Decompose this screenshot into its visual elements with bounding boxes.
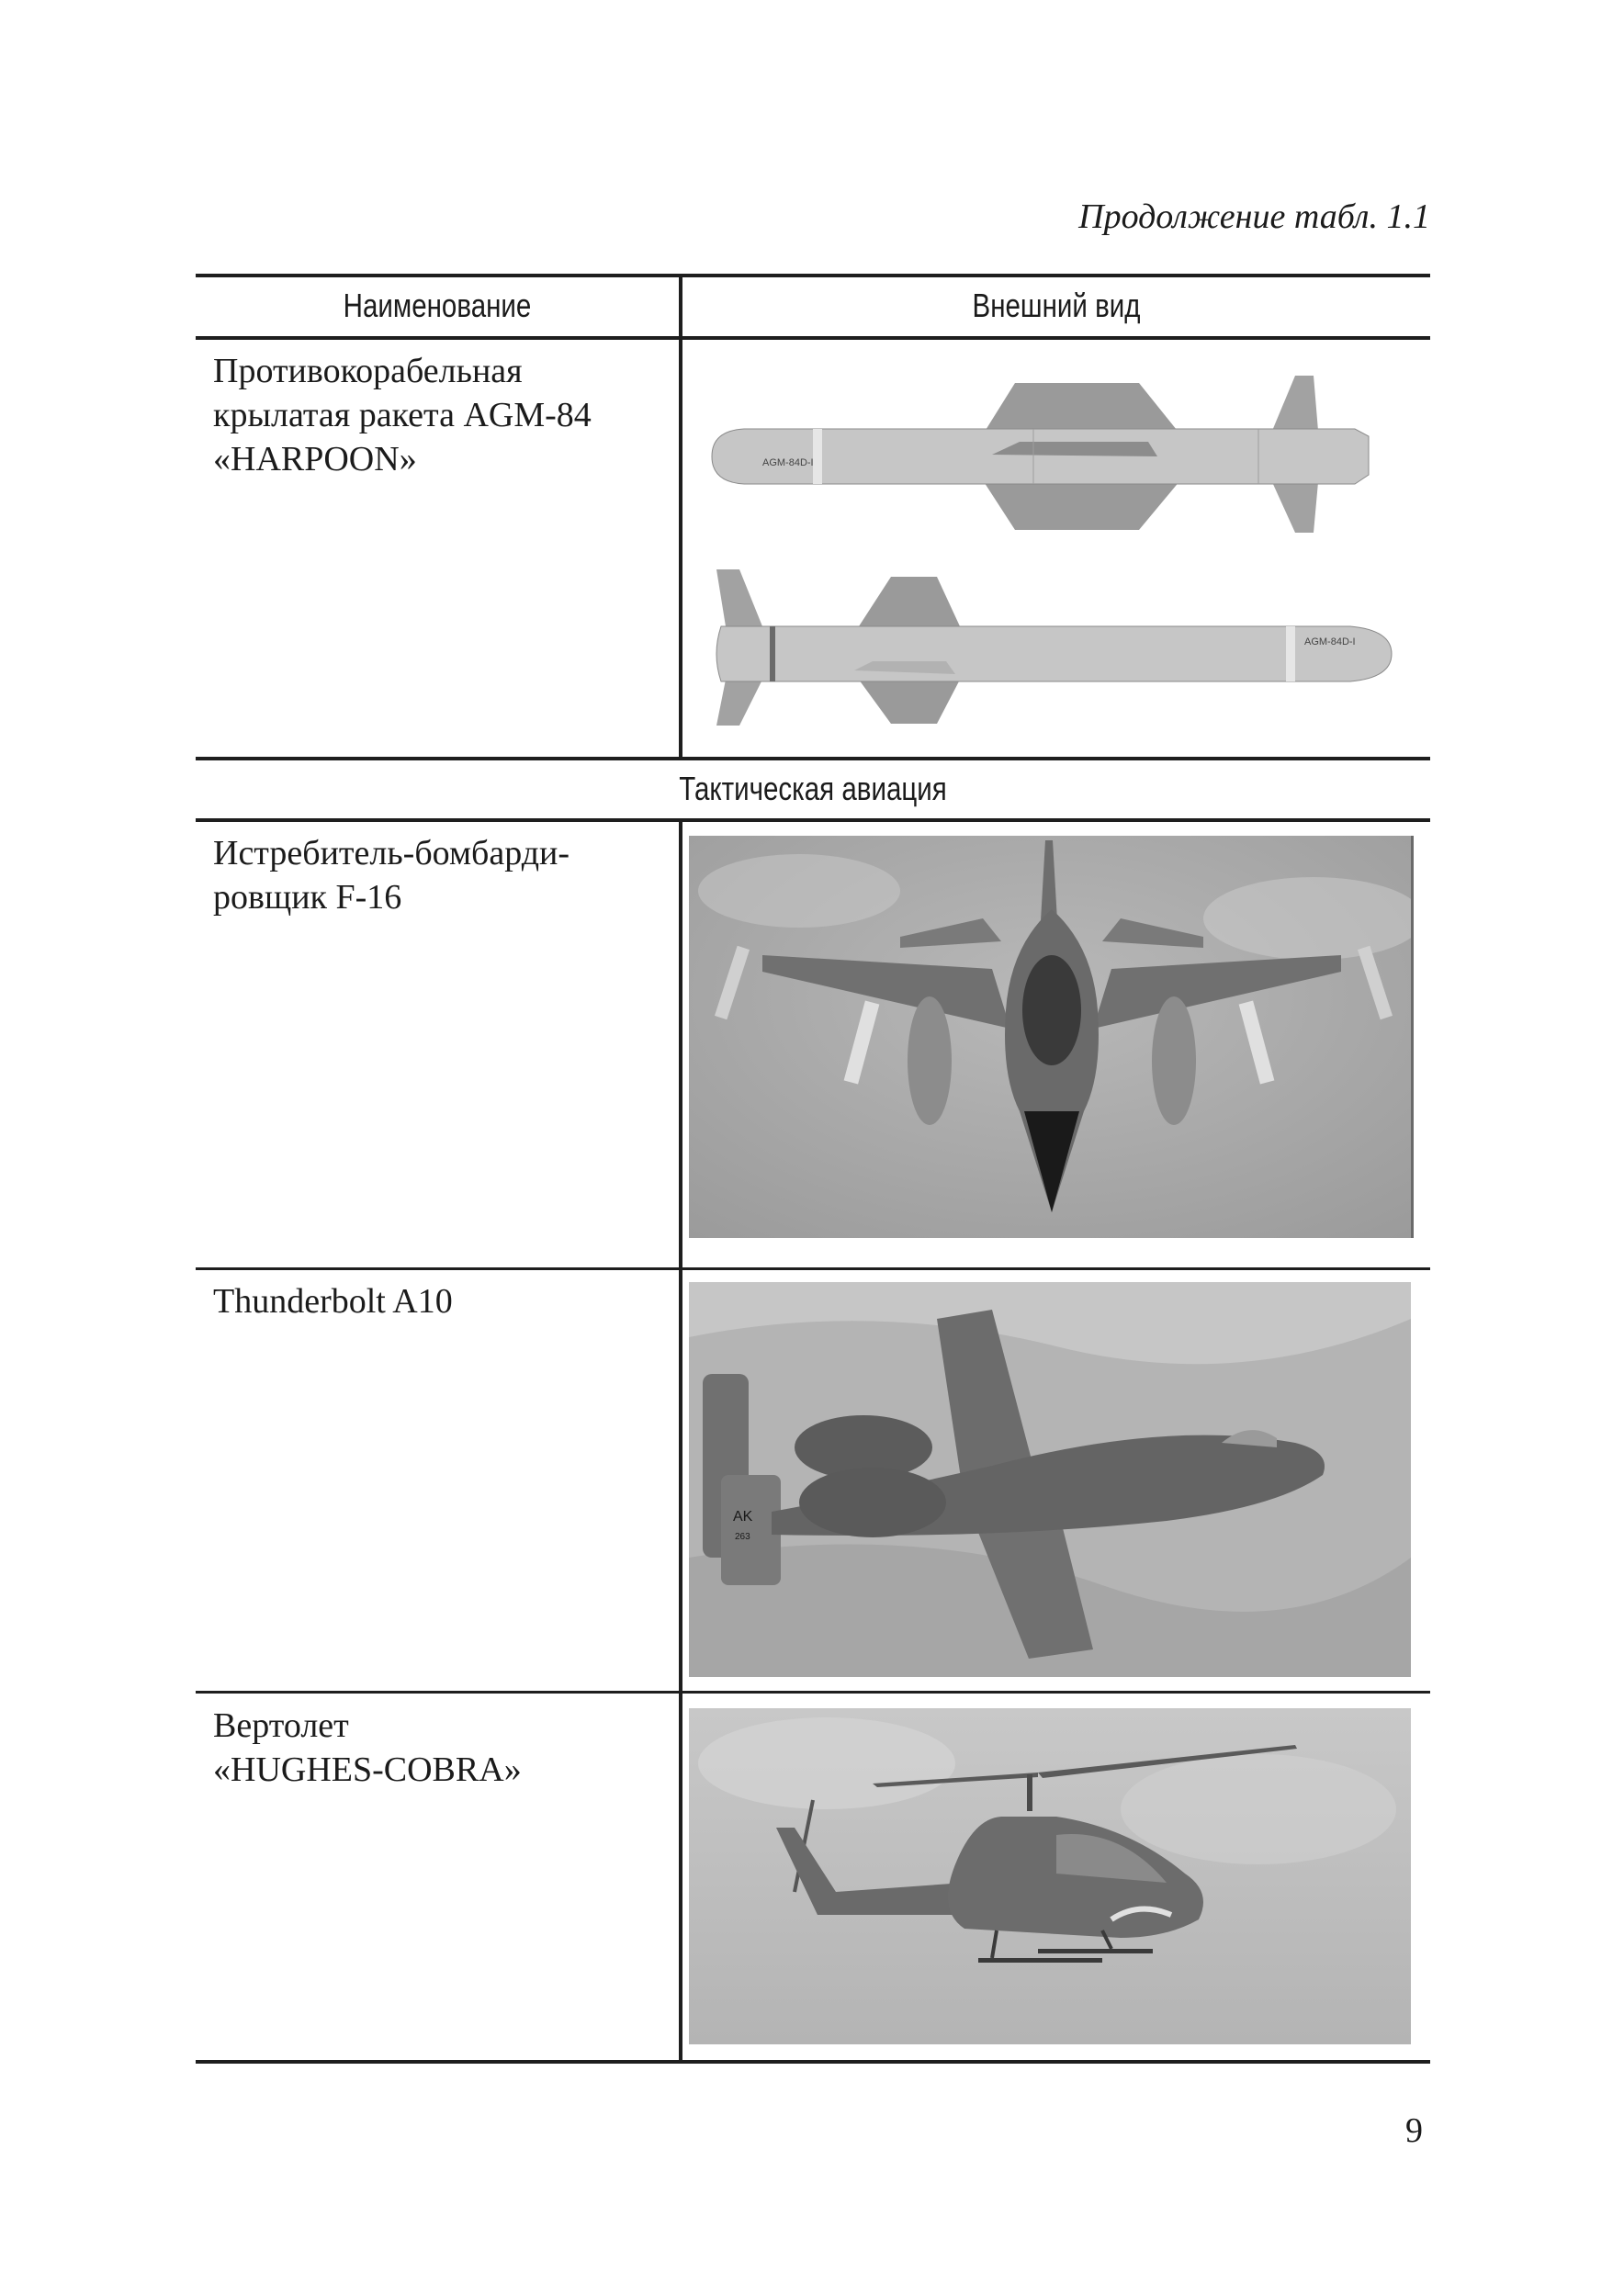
name-line: крылатая ракета AGM-84 [213,396,592,434]
row-name-f16 [213,831,672,919]
name-line: Противокорабельная [213,352,523,390]
harpoon-missile-side-image [707,560,1396,735]
column-divider-2 [679,818,682,2064]
table-continuation-caption: Продолжение табл. 1.1 [1078,197,1430,236]
name-line: «HARPOON» [213,440,417,478]
section-top-rule [196,757,1430,760]
row-rule-f16 [196,1267,1430,1270]
name-line: Истребитель-бомбарди- [213,834,570,872]
column-header-name: Наименование [343,287,532,324]
name-line: Вертолет [213,1706,349,1745]
svg-text:AK: AK [733,1509,753,1525]
name-line: ровщик F-16 [213,878,402,917]
row-name-a10 [213,1279,672,1323]
a10-photo [689,1282,1411,1677]
section-title-tactical-aviation: Тактическая авиация [679,770,947,807]
table-bottom-rule [196,2060,1430,2064]
row-name-cobra [213,1704,672,1792]
section-bottom-rule [196,818,1430,822]
header-bottom-rule [196,336,1430,340]
page-number: 9 [1405,2111,1423,2150]
cobra-helicopter-photo [689,1708,1411,2044]
row-rule-a10 [196,1691,1430,1694]
table-top-rule [196,274,1430,277]
harpoon-missile-top-image [707,372,1396,537]
name-line: «HUGHES-COBRA» [213,1750,522,1789]
column-divider-1 [679,274,682,759]
svg-text:263: 263 [735,1532,750,1542]
svg-text:AGM-84D-I: AGM-84D-I [762,457,814,468]
name-line: Thunderbolt A10 [213,1282,453,1321]
svg-text:AGM-84D-I: AGM-84D-I [1304,636,1356,647]
row-name-harpoon [213,349,672,481]
column-header-appearance: Внешний вид [972,287,1141,324]
f16-photo [689,836,1414,1238]
